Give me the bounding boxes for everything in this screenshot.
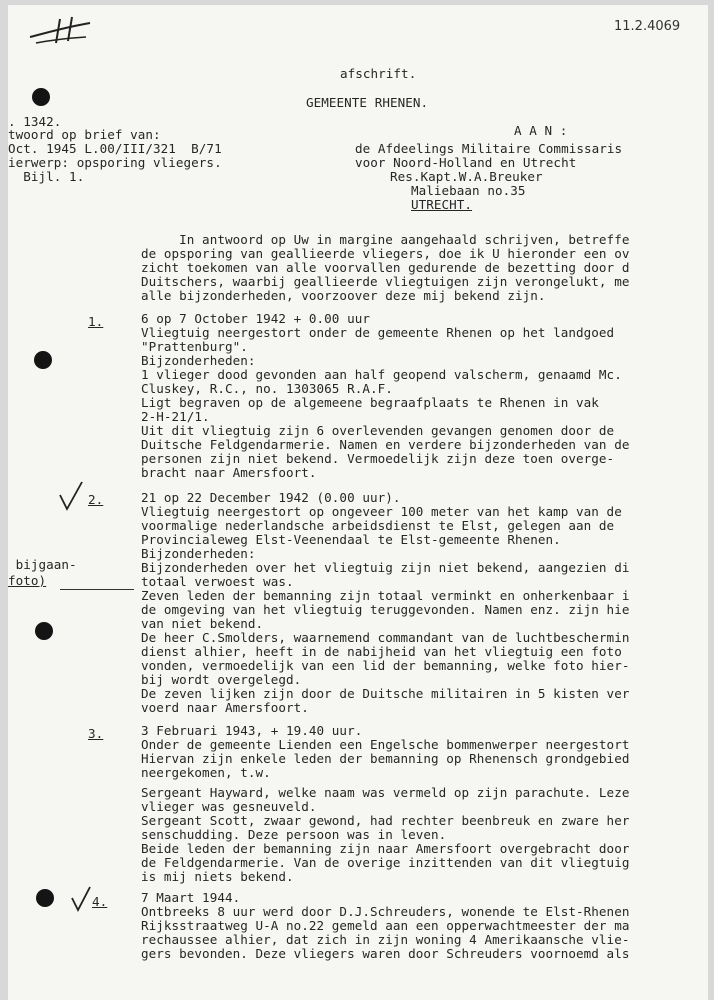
section-line: Bijzonderheden: [141,546,256,561]
section-line: bij wordt overgelegd. [141,672,302,687]
section-line: voormalige nederlandsche arbeidsdienst te Elst, gelegen aan de [141,518,615,533]
section-line: Bijzonderheden over het vliegtuig zijn niet bekend, aangezien di [141,560,630,575]
section-line: gers bevonden. Deze vliegers waren door Schreuders voornoemd als [141,946,630,961]
section-line: "Prattenburg". [141,339,248,354]
section-line: Cluskey, R.C., no. 1303065 R.A.F. [141,381,393,396]
recipient-line: Res.Kapt.W.A.Breuker [390,169,543,184]
section-line: vlieger was gesneuveld. [141,799,317,814]
intro-line: Duitschers, waarbij geallieerde vliegtuigen zijn verongelukt, me [141,274,630,289]
punch-hole [32,88,50,106]
section-number: 1. [88,314,104,329]
section-line: Hiervan zijn enkele leden der bemanning op Rhenensch grondgebied [141,751,630,766]
section-line: Sergeant Scott, zwaar gewond, had rechter beenbreuk en zware her [141,813,630,828]
section-number: 3. [88,726,104,741]
section-line: De zeven lijken zijn door de Duitsche militairen in 5 kisten ver [141,686,630,701]
section-line: 2-H-21/1. [141,409,210,424]
section-line: Uit dit vliegtuig zijn 6 overlevenden gevangen genomen door de [141,423,615,438]
section-line: 7 Maart 1944. [141,890,241,905]
recipient-line: de Afdeelings Militaire Commissaris [355,141,623,156]
archive-number: 11.2.4069 [614,19,681,34]
left-header-line: Bijl. 1. [8,169,85,184]
section-number: 4. [92,894,108,909]
section-line: 6 op 7 October 1942 + 0.00 uur [141,311,370,326]
punch-hole [34,351,52,369]
section-line: voerd naar Amersfoort. [141,700,309,715]
section-line: Ontbreeks 8 uur werd door D.J.Schreuders, wonende te Elst-Rhenen [141,904,630,919]
recipient-line: voor Noord-Holland en Utrecht [355,155,577,170]
intro-line: de opsporing van geallieerde vliegers, doe ik U hieronder een ov [141,246,630,261]
intro-line: alle bijzonderheden, voorzoover deze mij bekend zijn. [141,288,546,303]
section-line: Zeven leden der bemanning zijn totaal verminkt en onherkenbaar i [141,588,630,603]
recipient-label: A A N : [514,123,568,138]
section-line: neergekomen, t.w. [141,765,271,780]
section-number: 2. [88,492,104,507]
section-line: totaal verwoest was. [141,574,294,589]
section-line: Onder de gemeente Lienden een Engelsche bommenwerper neergestort [141,737,630,752]
section-line: vonden, vermoedelijk van een lid der bemanning, welke foto hier- [141,658,630,673]
section-line: de Feldgendarmerie. Van de overige inzittenden van dit vliegtuig [141,855,630,870]
section-line: van niet bekend. [141,616,264,631]
section-line: dienst alhier, heeft in de nabijheid van het vliegtuig een foto [141,644,622,659]
section-line: 3 Februari 1943, + 19.40 uur. [141,723,363,738]
left-header-line: ierwerp: opsporing vliegers. [8,155,222,170]
margin-note-line: bijgaan- [8,557,77,572]
document-title: afschrift. [340,66,417,81]
section-line: 1 vlieger dood gevonden aan half geopend valscherm, genaamd Mc. [141,367,622,382]
section-line: Duitsche Feldgendarmerie. Namen en verdere bijzonderheden van de [141,437,630,452]
handwritten-strike-mark [26,13,96,47]
section-line: Vliegtuig neergestort op ongeveer 100 meter van het kamp van de [141,504,622,519]
section-line: Rijksstraatweg U-A no.22 gemeld aan een opperwachtmeester der ma [141,918,630,933]
section-line: is mij niets bekend. [141,869,294,884]
section-line: rechaussee alhier, dat zich in zijn woning 4 Amerikaansche vlie- [141,932,630,947]
section-line: bracht naar Amersfoort. [141,465,317,480]
recipient-line: Maliebaan no.35 [411,183,526,198]
intro-line: zicht toekomen van alle voorvallen gedurende de bezetting door d [141,260,630,275]
intro-line: In antwoord op Uw in margine aangehaald schrijven, betreffe [141,232,630,247]
section-line: Beide leden der bemanning zijn naar Amersfoort overgebracht door [141,841,630,856]
section-line: Sergeant Hayward, welke naam was vermeld op zijn parachute. Leze [141,785,630,800]
section-line: Bijzonderheden: [141,353,256,368]
left-header-line: twoord op brief van: [8,127,161,142]
document-page [8,5,708,1000]
handwritten-checkmark [58,481,86,511]
section-line: Provincialeweg Elst-Veenendaal te Elst-gemeente Rhenen. [141,532,561,547]
section-line: Vliegtuig neergestort onder de gemeente Rhenen op het landgoed [141,325,615,340]
section-line: De heer C.Smolders, waarnemend commandant van de luchtbeschermin [141,630,630,645]
punch-hole [35,622,53,640]
handwritten-checkmark [70,886,94,912]
section-line: personen zijn niet bekend. Vermoedelijk zijn deze toen overge- [141,451,615,466]
margin-note-rule [60,589,134,590]
margin-note-line: foto) [8,573,47,588]
section-line: de omgeving van het vliegtuig teruggevonden. Namen enz. zijn hie [141,602,630,617]
section-line: Ligt begraven op de algemeene begraafplaats te Rhenen in vak [141,395,599,410]
punch-hole [36,889,54,907]
sender-heading: GEMEENTE RHENEN. [306,95,429,110]
left-header-line: Oct. 1945 L.00/III/321 B/71 [8,141,222,156]
section-line: 21 op 22 December 1942 (0.00 uur). [141,490,401,505]
section-line: senschudding. Deze persoon was in leven. [141,827,447,842]
left-header-line: . 1342. [8,114,62,129]
recipient-city: UTRECHT. [411,197,473,212]
